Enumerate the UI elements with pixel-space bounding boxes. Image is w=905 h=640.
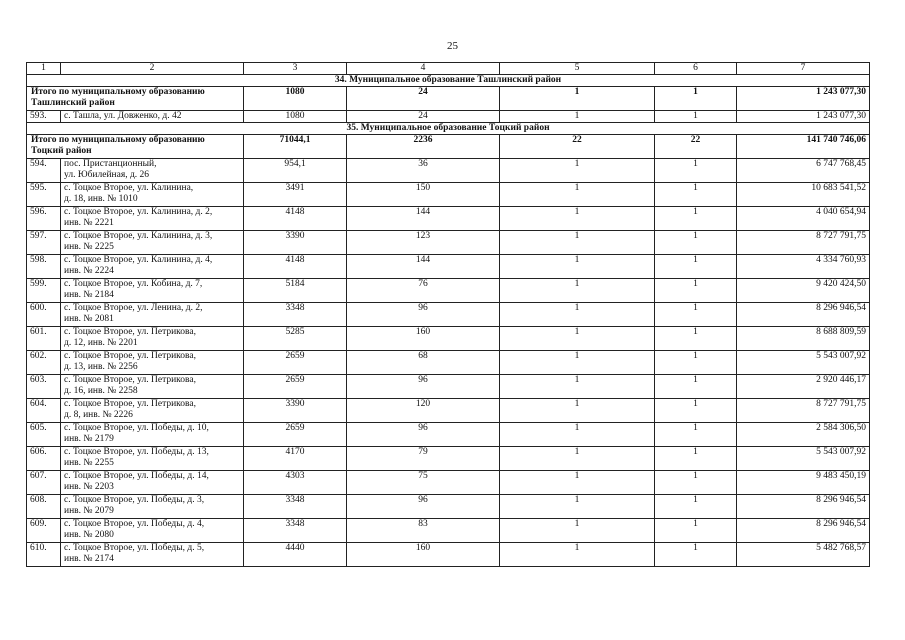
total-amount: 1 243 077,30 bbox=[737, 87, 870, 111]
row-amount: 5 482 768,57 bbox=[737, 543, 870, 567]
row-col6: 1 bbox=[655, 519, 737, 543]
total-row bbox=[27, 87, 870, 111]
cell-line: пос. Пристанционный, bbox=[64, 159, 157, 169]
row-address bbox=[61, 495, 244, 519]
section-title-row bbox=[27, 123, 870, 135]
total-row bbox=[27, 135, 870, 159]
row-col6: 1 bbox=[655, 231, 737, 255]
cell-line: инв. № 2221 bbox=[64, 218, 114, 228]
row-index: 593. bbox=[27, 111, 61, 123]
row-index: 601. bbox=[27, 327, 61, 351]
row-col5: 1 bbox=[500, 495, 655, 519]
row-col6: 1 bbox=[655, 447, 737, 471]
row-col6: 1 bbox=[655, 207, 737, 231]
table-row bbox=[27, 159, 870, 183]
row-index: 606. bbox=[27, 447, 61, 471]
row-col6: 1 bbox=[655, 183, 737, 207]
row-col6: 1 bbox=[655, 303, 737, 327]
table-row bbox=[27, 519, 870, 543]
row-address bbox=[61, 159, 244, 183]
table-row bbox=[27, 303, 870, 327]
section-title: 35. Муниципальное образование Тоцкий район bbox=[27, 123, 870, 135]
table-row bbox=[27, 255, 870, 279]
row-area: 3348 bbox=[244, 495, 347, 519]
cell-line: с. Тоцкое Второе, ул. Петрикова, bbox=[64, 327, 197, 337]
row-count: 144 bbox=[347, 207, 500, 231]
row-address bbox=[61, 351, 244, 375]
row-amount: 2 584 306,50 bbox=[737, 423, 870, 447]
row-index: 594. bbox=[27, 159, 61, 183]
table-row bbox=[27, 351, 870, 375]
table-row bbox=[27, 495, 870, 519]
column-header: 1 bbox=[27, 63, 61, 75]
total-col6: 1 bbox=[655, 87, 737, 111]
table-row bbox=[27, 375, 870, 399]
row-amount: 6 747 768,45 bbox=[737, 159, 870, 183]
row-col5: 1 bbox=[500, 447, 655, 471]
table-row bbox=[27, 471, 870, 495]
row-count: 96 bbox=[347, 375, 500, 399]
table-row bbox=[27, 183, 870, 207]
row-address bbox=[61, 207, 244, 231]
row-address bbox=[61, 399, 244, 423]
row-col5: 1 bbox=[500, 351, 655, 375]
row-address bbox=[61, 471, 244, 495]
column-header-row bbox=[27, 63, 870, 75]
row-address bbox=[61, 231, 244, 255]
row-count: 79 bbox=[347, 447, 500, 471]
row-amount: 8 688 809,59 bbox=[737, 327, 870, 351]
cell-line: с. Тоцкое Второе, ул. Победы, д. 3, bbox=[64, 495, 205, 505]
cell-line: инв. № 2179 bbox=[64, 434, 114, 444]
row-amount: 2 920 446,17 bbox=[737, 375, 870, 399]
cell-line: Тоцкий район bbox=[31, 146, 92, 156]
total-label bbox=[27, 135, 244, 159]
row-index: 596. bbox=[27, 207, 61, 231]
cell-line: Ташлинский район bbox=[31, 98, 115, 108]
cell-line: инв. № 2081 bbox=[64, 314, 114, 324]
column-header: 6 bbox=[655, 63, 737, 75]
column-header: 4 bbox=[347, 63, 500, 75]
row-col6: 1 bbox=[655, 495, 737, 519]
cell-line: д. 8, инв. № 2226 bbox=[64, 410, 133, 420]
cell-line: д. 16, инв. № 2258 bbox=[64, 386, 138, 396]
row-col6: 1 bbox=[655, 111, 737, 123]
row-count: 96 bbox=[347, 303, 500, 327]
row-amount: 4 334 760,93 bbox=[737, 255, 870, 279]
row-area: 3491 bbox=[244, 183, 347, 207]
column-header: 7 bbox=[737, 63, 870, 75]
row-area: 1080 bbox=[244, 111, 347, 123]
row-count: 36 bbox=[347, 159, 500, 183]
row-count: 96 bbox=[347, 423, 500, 447]
row-address bbox=[61, 447, 244, 471]
total-area: 1080 bbox=[244, 87, 347, 111]
row-index: 608. bbox=[27, 495, 61, 519]
section-title: 34. Муниципальное образование Ташлинский район bbox=[27, 75, 870, 87]
row-area: 3390 bbox=[244, 231, 347, 255]
row-col5: 1 bbox=[500, 471, 655, 495]
row-area: 2659 bbox=[244, 375, 347, 399]
total-count: 24 bbox=[347, 87, 500, 111]
row-address bbox=[61, 423, 244, 447]
row-count: 75 bbox=[347, 471, 500, 495]
row-area: 5285 bbox=[244, 327, 347, 351]
row-count: 96 bbox=[347, 495, 500, 519]
row-index: 604. bbox=[27, 399, 61, 423]
row-area: 3390 bbox=[244, 399, 347, 423]
row-count: 160 bbox=[347, 543, 500, 567]
row-col5: 1 bbox=[500, 231, 655, 255]
row-index: 599. bbox=[27, 279, 61, 303]
total-amount: 141 740 746,06 bbox=[737, 135, 870, 159]
row-count: 68 bbox=[347, 351, 500, 375]
row-area: 4303 bbox=[244, 471, 347, 495]
cell-line: с. Тоцкое Второе, ул. Калинина, д. 2, bbox=[64, 207, 213, 217]
row-amount: 8 727 791,75 bbox=[737, 231, 870, 255]
row-count: 160 bbox=[347, 327, 500, 351]
cell-line: инв. № 2080 bbox=[64, 530, 114, 540]
row-index: 603. bbox=[27, 375, 61, 399]
row-area: 4170 bbox=[244, 447, 347, 471]
cell-line: с. Тоцкое Второе, ул. Ленина, д. 2, bbox=[64, 303, 203, 313]
table-row bbox=[27, 399, 870, 423]
row-address bbox=[61, 327, 244, 351]
table-row bbox=[27, 447, 870, 471]
row-count: 76 bbox=[347, 279, 500, 303]
row-amount: 8 296 946,54 bbox=[737, 519, 870, 543]
row-count: 150 bbox=[347, 183, 500, 207]
total-count: 2236 bbox=[347, 135, 500, 159]
row-address: с. Ташла, ул. Довженко, д. 42 bbox=[61, 111, 244, 123]
cell-line: д. 13, инв. № 2256 bbox=[64, 362, 138, 372]
row-col5: 1 bbox=[500, 207, 655, 231]
row-col5: 1 bbox=[500, 183, 655, 207]
cell-line: с. Тоцкое Второе, ул. Кобина, д. 7, bbox=[64, 279, 203, 289]
cell-line: инв. № 2184 bbox=[64, 290, 114, 300]
row-index: 607. bbox=[27, 471, 61, 495]
row-col6: 1 bbox=[655, 543, 737, 567]
row-address bbox=[61, 255, 244, 279]
total-col5: 1 bbox=[500, 87, 655, 111]
row-index: 602. bbox=[27, 351, 61, 375]
row-area: 954,1 bbox=[244, 159, 347, 183]
total-label bbox=[27, 87, 244, 111]
row-index: 595. bbox=[27, 183, 61, 207]
total-area: 71044,1 bbox=[244, 135, 347, 159]
row-count: 144 bbox=[347, 255, 500, 279]
row-count: 120 bbox=[347, 399, 500, 423]
row-address bbox=[61, 303, 244, 327]
total-col5: 22 bbox=[500, 135, 655, 159]
row-col6: 1 bbox=[655, 471, 737, 495]
cell-line: инв. № 2255 bbox=[64, 458, 114, 468]
cell-line: с. Тоцкое Второе, ул. Победы, д. 4, bbox=[64, 519, 205, 529]
table-row bbox=[27, 543, 870, 567]
row-address bbox=[61, 543, 244, 567]
row-address bbox=[61, 519, 244, 543]
cell-line: д. 12, инв. № 2201 bbox=[64, 338, 138, 348]
row-address bbox=[61, 183, 244, 207]
total-col6: 22 bbox=[655, 135, 737, 159]
row-col5: 1 bbox=[500, 159, 655, 183]
row-col6: 1 bbox=[655, 351, 737, 375]
cell-line: ул. Юбилейная, д. 26 bbox=[64, 170, 150, 180]
row-area: 5184 bbox=[244, 279, 347, 303]
row-col5: 1 bbox=[500, 375, 655, 399]
cell-line: Итого по муниципальному образованию bbox=[31, 87, 205, 97]
cell-line: с. Тоцкое Второе, ул. Петрикова, bbox=[64, 351, 197, 361]
row-col5: 1 bbox=[500, 303, 655, 327]
row-index: 609. bbox=[27, 519, 61, 543]
table-row bbox=[27, 327, 870, 351]
row-col6: 1 bbox=[655, 159, 737, 183]
row-col5: 1 bbox=[500, 543, 655, 567]
row-col5: 1 bbox=[500, 327, 655, 351]
cell-line: с. Тоцкое Второе, ул. Победы, д. 13, bbox=[64, 447, 209, 457]
row-col6: 1 bbox=[655, 423, 737, 447]
row-col5: 1 bbox=[500, 111, 655, 123]
row-area: 3348 bbox=[244, 519, 347, 543]
table-row bbox=[27, 279, 870, 303]
row-amount: 5 543 007,92 bbox=[737, 447, 870, 471]
section-title-row bbox=[27, 75, 870, 87]
row-amount: 5 543 007,92 bbox=[737, 351, 870, 375]
row-col6: 1 bbox=[655, 399, 737, 423]
row-col6: 1 bbox=[655, 327, 737, 351]
row-area: 4440 bbox=[244, 543, 347, 567]
row-index: 598. bbox=[27, 255, 61, 279]
row-address bbox=[61, 375, 244, 399]
cell-line: с. Тоцкое Второе, ул. Победы, д. 14, bbox=[64, 471, 209, 481]
cell-line: с. Тоцкое Второе, ул. Калинина, д. 3, bbox=[64, 231, 213, 241]
cell-line: д. 18, инв. № 1010 bbox=[64, 194, 138, 204]
row-count: 83 bbox=[347, 519, 500, 543]
cell-line: с. Тоцкое Второе, ул. Петрикова, bbox=[64, 399, 197, 409]
row-count: 123 bbox=[347, 231, 500, 255]
row-col6: 1 bbox=[655, 279, 737, 303]
row-area: 2659 bbox=[244, 351, 347, 375]
cell-line: Итого по муниципальному образованию bbox=[31, 135, 205, 145]
row-index: 610. bbox=[27, 543, 61, 567]
row-col5: 1 bbox=[500, 279, 655, 303]
row-amount: 9 483 450,19 bbox=[737, 471, 870, 495]
row-amount: 8 727 791,75 bbox=[737, 399, 870, 423]
table-row bbox=[27, 231, 870, 255]
row-area: 4148 bbox=[244, 207, 347, 231]
row-col5: 1 bbox=[500, 423, 655, 447]
row-index: 597. bbox=[27, 231, 61, 255]
row-amount: 1 243 077,30 bbox=[737, 111, 870, 123]
cell-line: с. Тоцкое Второе, ул. Петрикова, bbox=[64, 375, 197, 385]
property-table bbox=[26, 62, 870, 567]
page-number: 25 bbox=[447, 40, 458, 52]
row-amount: 9 420 424,50 bbox=[737, 279, 870, 303]
row-area: 2659 bbox=[244, 423, 347, 447]
row-amount: 4 040 654,94 bbox=[737, 207, 870, 231]
table-row bbox=[27, 207, 870, 231]
row-address bbox=[61, 279, 244, 303]
column-header: 2 bbox=[61, 63, 244, 75]
cell-line: с. Тоцкое Второе, ул. Победы, д. 10, bbox=[64, 423, 209, 433]
row-amount: 10 683 541,52 bbox=[737, 183, 870, 207]
cell-line: инв. № 2203 bbox=[64, 482, 114, 492]
row-area: 3348 bbox=[244, 303, 347, 327]
row-col5: 1 bbox=[500, 399, 655, 423]
table-row bbox=[27, 111, 870, 123]
cell-line: инв. № 2174 bbox=[64, 554, 114, 564]
table-row bbox=[27, 423, 870, 447]
cell-line: с. Тоцкое Второе, ул. Калинина, bbox=[64, 183, 194, 193]
cell-line: с. Тоцкое Второе, ул. Победы, д. 5, bbox=[64, 543, 205, 553]
column-header: 3 bbox=[244, 63, 347, 75]
cell-line: инв. № 2224 bbox=[64, 266, 114, 276]
row-col5: 1 bbox=[500, 519, 655, 543]
row-amount: 8 296 946,54 bbox=[737, 495, 870, 519]
row-col6: 1 bbox=[655, 375, 737, 399]
row-col6: 1 bbox=[655, 255, 737, 279]
row-count: 24 bbox=[347, 111, 500, 123]
cell-line: инв. № 2079 bbox=[64, 506, 114, 516]
column-header: 5 bbox=[500, 63, 655, 75]
cell-line: с. Тоцкое Второе, ул. Калинина, д. 4, bbox=[64, 255, 213, 265]
row-col5: 1 bbox=[500, 255, 655, 279]
row-area: 4148 bbox=[244, 255, 347, 279]
row-index: 605. bbox=[27, 423, 61, 447]
cell-line: инв. № 2225 bbox=[64, 242, 114, 252]
row-amount: 8 296 946,54 bbox=[737, 303, 870, 327]
row-index: 600. bbox=[27, 303, 61, 327]
